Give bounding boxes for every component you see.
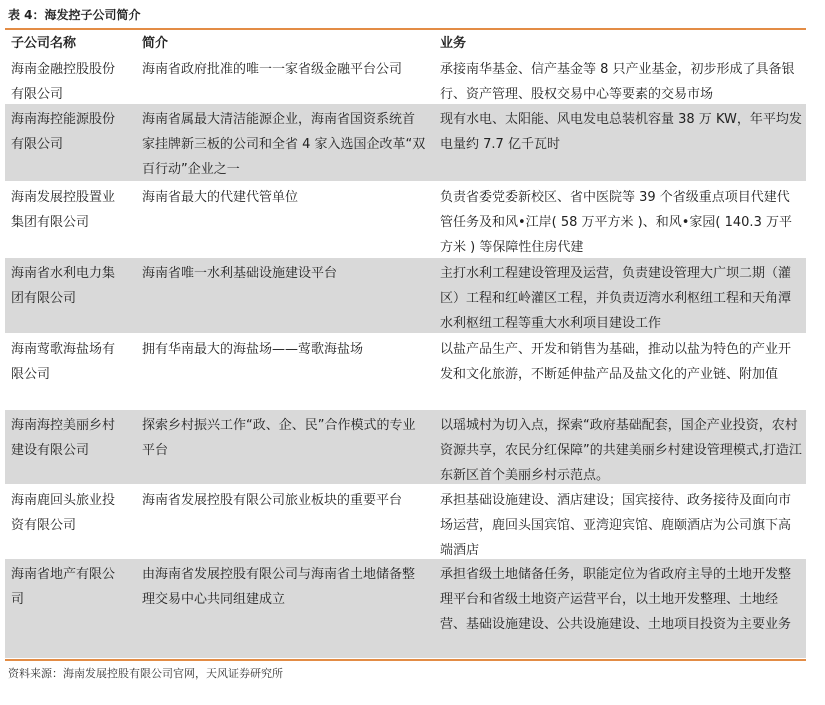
table-row <box>5 104 806 182</box>
cell-business: 现有水电、太阳能、风电发电总装机容量 38 万 KW，年平均发电量约 7.7 亿千瓦时 <box>440 112 802 152</box>
cell-intro: 海南省唯一水利基础设施建设平台 <box>142 266 338 281</box>
table-row <box>5 485 806 559</box>
cell-name: 海南金融控股股份有限公司 <box>11 62 116 102</box>
table-row <box>5 258 806 334</box>
source-note: 资料来源：海南发展控股有限公司官网，天风证券研究所 <box>8 667 283 680</box>
cell-business: 以盐产品生产、开发和销售为基础，推动以盐为特色的产业开发和文化旅游，不断延伸盐产品及盐文化的产业链、附加值 <box>440 342 792 382</box>
header-intro: 简介 <box>142 36 169 51</box>
header-business: 业务 <box>440 36 467 51</box>
cell-name: 海南莺歌海盐场有限公司 <box>11 342 116 382</box>
cell-business: 负责省委党委新校区、省中医院等 39 个省级重点项目代建代管任务及和风•江岸( 58 万平方米 )、和风•家园( 140.3 万平方米 ) 等保障性住房代建 <box>440 190 792 255</box>
cell-intro: 海南省发展控股有限公司旅业板块的重要平台 <box>142 493 403 508</box>
table-title: 表 4：海发控子公司简介 <box>8 8 141 22</box>
cell-business: 承担基础设施建设、酒店建设；国宾接待、政务接待及面向市场运营，鹿回头国宾馆、亚湾迎宾馆、鹿颐酒店为公司旗下高端酒店 <box>440 493 792 558</box>
table-row <box>5 54 806 104</box>
cell-business: 以瑶城村为切入点，探索“政府基础配套，国企产业投资，农村资源共享，农民分红保障”的共建美丽乡村建设管理模式,打造江东新区首个美丽乡村示范点。 <box>440 418 802 483</box>
table-row <box>5 559 806 659</box>
cell-name: 海南海控能源股份有限公司 <box>11 112 116 152</box>
cell-business: 承接南华基金、信产基金等 8 只产业基金，初步形成了具备银行、资产管理、股权交易中心等要素的交易市场 <box>440 62 795 102</box>
cell-intro: 海南省属最大清洁能源企业，海南省国资系统首家挂牌新三板的公司和全省 4 家入选国企改革“双百行动”企业之一 <box>142 112 426 177</box>
cell-name: 海南发展控股置业集团有限公司 <box>11 190 116 230</box>
header-name: 子公司名称 <box>11 36 77 51</box>
cell-name: 海南鹿回头旅业投资有限公司 <box>11 493 116 533</box>
cell-name: 海南省水利电力集团有限公司 <box>11 266 116 306</box>
cell-intro: 由海南省发展控股有限公司与海南省土地储备整理交易中心共同组建成立 <box>142 567 416 607</box>
table-row <box>5 410 806 485</box>
cell-intro: 拥有华南最大的海盐场——莺歌海盐场 <box>142 342 364 357</box>
table-row <box>5 182 806 258</box>
cell-intro: 海南省政府批准的唯一一家省级金融平台公司 <box>142 62 403 77</box>
cell-business: 主打水利工程建设管理及运营，负责建设管理大广坝二期（灌区）工程和红岭灌区工程，并负责迈湾水利枢纽工程和天角潭水利枢纽工程等重大水利项目建设工作 <box>440 266 792 331</box>
table-bottom-rule <box>5 659 806 661</box>
table-row <box>5 334 806 410</box>
cell-business: 承担省级土地储备任务，职能定位为省政府主导的土地开发整理平台和省级土地资产运营平台，以土地开发整理、土地经营、基础设施建设、公共设施建设、土地项目投资为主要业务 <box>440 567 792 632</box>
cell-intro: 探索乡村振兴工作“政、企、民”合作模式的专业平台 <box>142 418 416 458</box>
table-header-row <box>5 30 806 54</box>
cell-intro: 海南省最大的代建代管单位 <box>142 190 299 205</box>
cell-name: 海南海控美丽乡村建设有限公司 <box>11 418 116 458</box>
cell-name: 海南省地产有限公司 <box>11 567 116 607</box>
